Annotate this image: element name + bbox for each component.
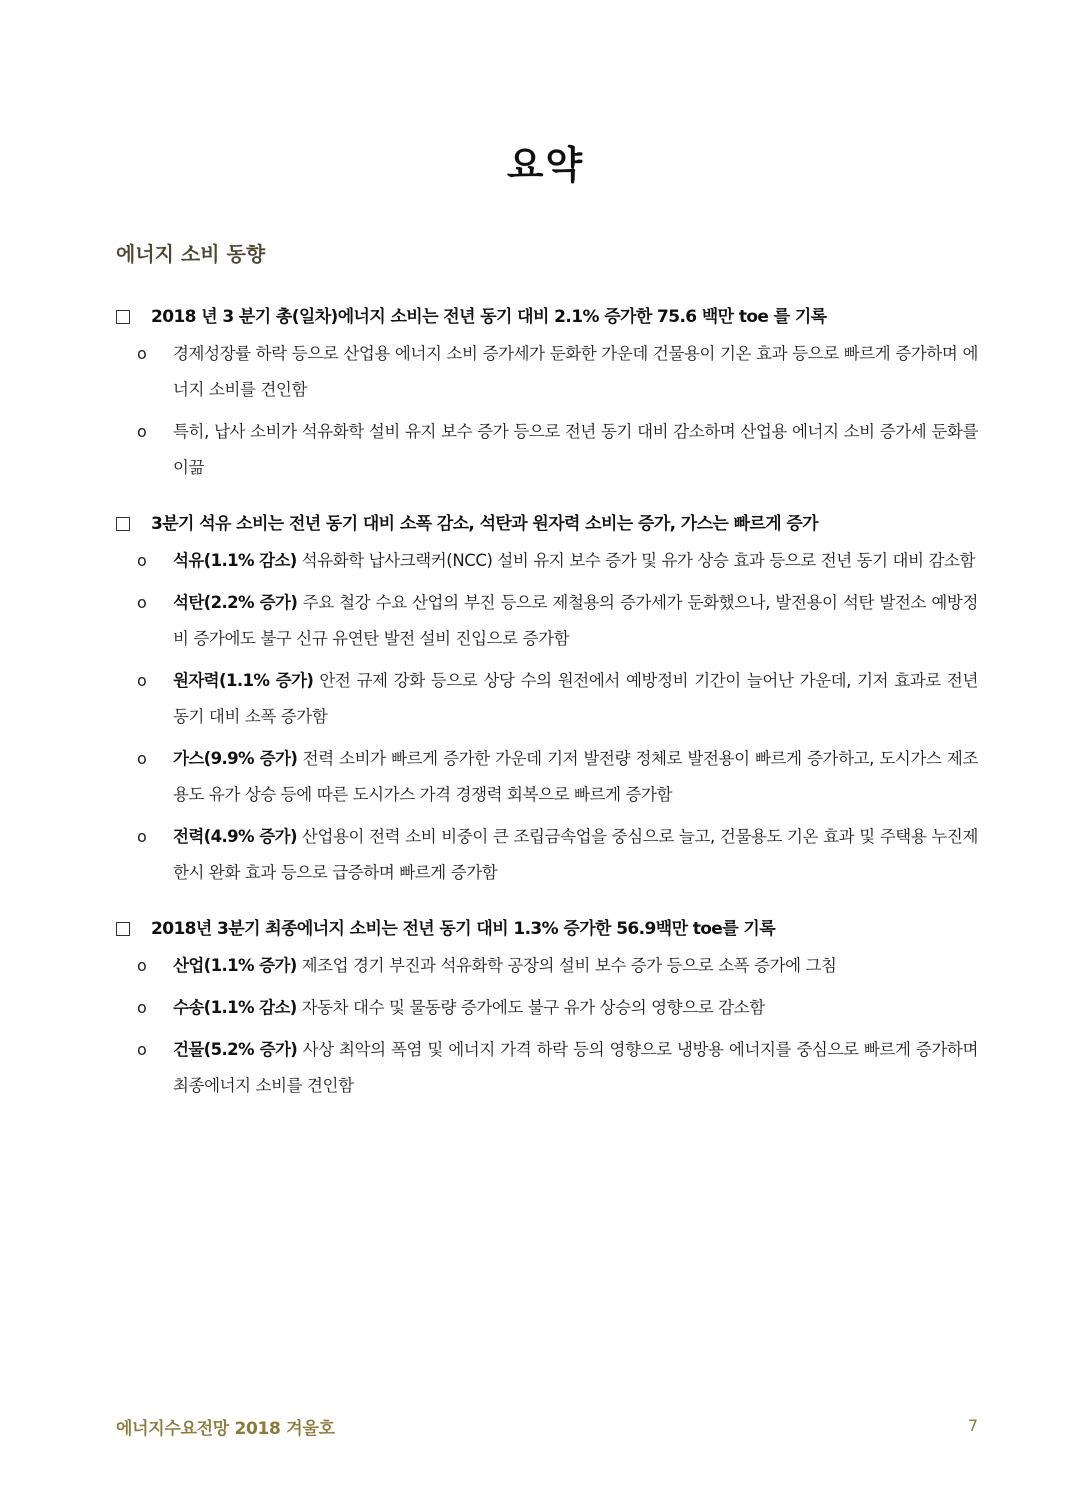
summary-content: [116, 302, 978, 1127]
item-text: 특히, 납사 소비가 석유화학 설비 유지 보수 증가 등으로 전년 동기 대비 감소하며 산업용 에너지 소비 증가세 둔화를 이끎: [173, 422, 978, 477]
item-text: 제조업 경기 부진과 석유화학 공장의 설비 보수 증가 등으로 소폭 증가에 그침: [296, 956, 837, 975]
list-item: [116, 741, 978, 813]
item-text: 산업용이 전력 소비 비중이 큰 조립금속업을 중심으로 늘고, 건물용도 기온 효과 및 주택용 누진제 한시 완화 효과 등으로 급증하며 빠르게 증가함: [173, 827, 978, 882]
list-item: [116, 414, 978, 486]
list-item: [116, 585, 978, 657]
summary-block-energy-sources: [116, 509, 978, 891]
item-lead: 산업(1.1% 증가): [173, 956, 297, 975]
summary-block-final-energy: [116, 914, 978, 1104]
section-title: 에너지 소비 동향: [116, 242, 266, 266]
bullet-circle-icon: o: [137, 1040, 147, 1059]
item-lead: 전력(4.9% 증가): [173, 827, 297, 846]
list-item: [116, 819, 978, 891]
item-text: 전력 소비가 빠르게 증가한 가운데 기저 발전량 정체로 발전용이 빠르게 증가하고, 도시가스 제조용도 유가 상승 등에 따른 도시가스 가격 경쟁력 회복으로 빠르게 증가함: [173, 749, 978, 804]
bullet-circle-icon: o: [137, 671, 147, 690]
checkbox-square-icon: [116, 922, 130, 936]
block-heading-text: 2018 년 3 분기 총(일차)에너지 소비는 전년 동기 대비 2.1% 증가한 75.6 백만 toe 를 기록: [151, 307, 827, 327]
item-lead: 석유(1.1% 감소): [173, 551, 297, 570]
bullet-circle-icon: o: [137, 827, 147, 846]
bullet-circle-icon: o: [137, 956, 147, 975]
item-lead: 원자력(1.1% 증가): [173, 671, 314, 690]
list-item: [116, 543, 978, 579]
item-text: 자동차 대수 및 물동량 증가에도 불구 유가 상승의 영향으로 감소함: [296, 998, 765, 1017]
footer-publication: 에너지수요전망 2018 겨울호: [116, 1419, 335, 1439]
item-lead: 가스(9.9% 증가): [173, 749, 298, 768]
list-item: [116, 336, 978, 408]
checkbox-square-icon: [116, 310, 130, 324]
bullet-circle-icon: o: [137, 593, 147, 612]
block-heading: [116, 302, 978, 332]
page-number: 7: [967, 1416, 978, 1435]
block-heading: [116, 509, 978, 539]
bullet-circle-icon: o: [137, 551, 147, 570]
list-item: [116, 990, 978, 1026]
item-text: 주요 철강 수요 산업의 부진 등으로 제철용의 증가세가 둔화했으나, 발전용이 석탄 발전소 예방정비 증가에도 불구 신규 유연탄 발전 설비 진입으로 증가함: [173, 593, 978, 648]
list-item: [116, 948, 978, 984]
block-heading-text: 3분기 석유 소비는 전년 동기 대비 소폭 감소, 석탄과 원자력 소비는 증가, 가스는 빠르게 증가: [151, 514, 818, 534]
bullet-circle-icon: o: [137, 749, 147, 768]
list-item: [116, 1032, 978, 1104]
item-text: 석유화학 납사크랙커(NCC) 설비 유지 보수 증가 및 유가 상승 효과 등으로 전년 동기 대비 감소함: [296, 551, 976, 570]
item-lead: 건물(5.2% 증가): [173, 1040, 298, 1059]
item-text: 경제성장률 하락 등으로 산업용 에너지 소비 증가세가 둔화한 가운데 건물용이 기온 효과 등으로 빠르게 증가하며 에너지 소비를 견인함: [173, 344, 978, 399]
list-item: [116, 663, 978, 735]
bullet-circle-icon: o: [137, 998, 147, 1017]
bullet-circle-icon: o: [137, 422, 147, 441]
block-heading-text: 2018년 3분기 최종에너지 소비는 전년 동기 대비 1.3% 증가한 56.9백만 toe를 기록: [151, 919, 776, 939]
item-text: 사상 최악의 폭염 및 에너지 가격 하락 등의 영향으로 냉방용 에너지를 중심으로 빠르게 증가하며 최종에너지 소비를 견인함: [173, 1040, 978, 1095]
bullet-circle-icon: o: [137, 344, 147, 363]
item-text: 안전 규제 강화 등으로 상당 수의 원전에서 예방정비 기간이 늘어난 가운데, 기저 효과로 전년 동기 대비 소폭 증가함: [173, 671, 978, 726]
summary-block-primary-energy: [116, 302, 978, 486]
block-heading: [116, 914, 978, 944]
page-title: 요약: [506, 143, 585, 187]
item-lead: 석탄(2.2% 증가): [173, 593, 298, 612]
checkbox-square-icon: [116, 517, 130, 531]
item-lead: 수송(1.1% 감소): [173, 998, 297, 1017]
